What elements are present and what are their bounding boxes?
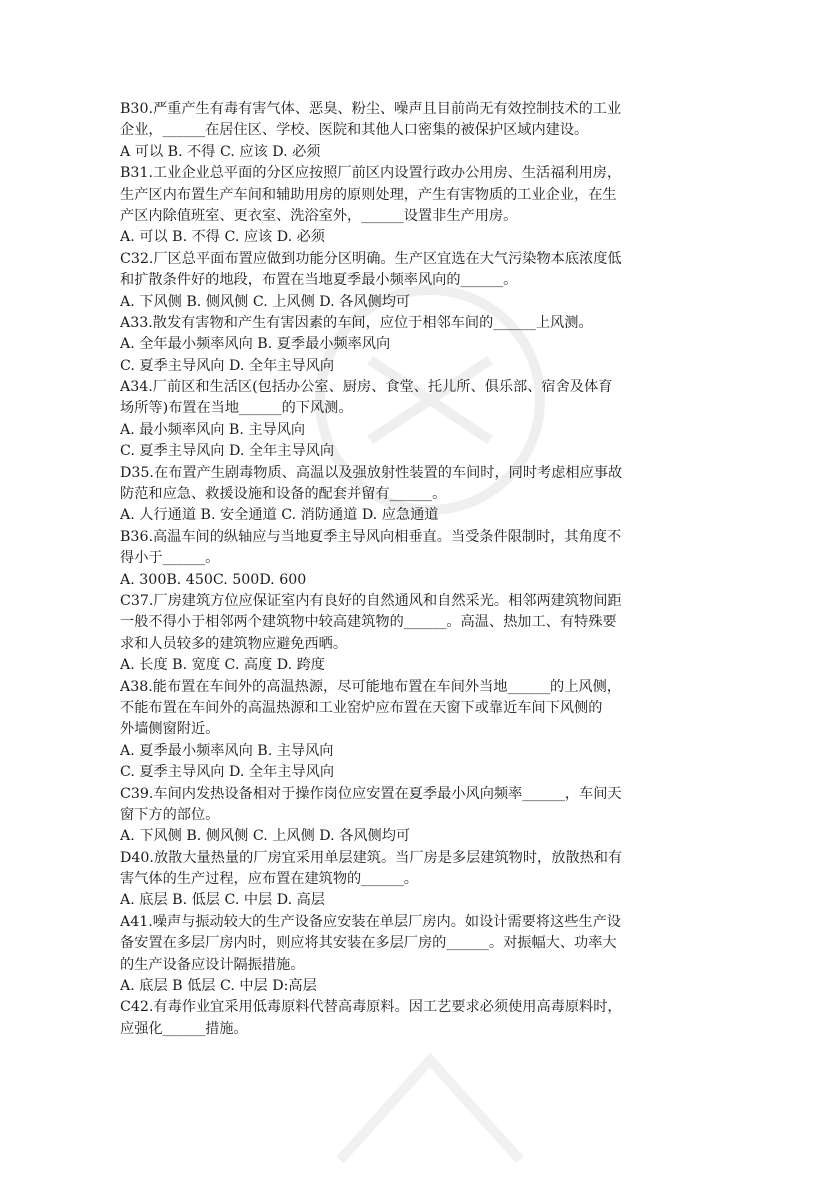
text-line: D35.在布置产生剧毒物质、高温以及强放射性装置的车间时，同时考虑相应事故 [120,464,623,481]
watermark-logo-bottom [300,1020,560,1180]
text-line: A. 可以 B. 不得 C. 应该 D. 必须 [120,229,325,246]
text-line: 备安置在多层厂房内时，则应将其安装在多层厂房的______。对振幅大、功率大 [120,935,617,952]
text-line: C42.有毒作业宜采用低毒原料代替高毒原料。因工艺要求必须使用高毒原料时， [120,999,622,1016]
text-line: A. 下风侧 B. 侧风侧 C. 上风侧 D. 各风侧均可 [120,828,411,845]
text-line: B36.高温车间的纵轴应与当地夏季主导风向相垂直。当受条件限制时，其角度不 [120,528,622,545]
text-line: A41.噪声与振动较大的生产设备应安装在单层厂房内。如设计需要将这些生产设 [120,913,621,930]
text-line: B31.工业企业总平面的分区应按照厂前区内设置行政办公用房、生活福利用房， [120,165,622,182]
text-line: 产区内除值班室、更衣室、洗浴室外，______设置非生产用房。 [120,207,518,224]
text-line: D40.放散大量热量的厂房宜采用单层建筑。当厂房是多层建筑物时，放散热和有 [120,849,623,866]
text-line: 和扩散条件好的地段，布置在当地夏季最小频率风向的______。 [120,272,518,289]
text-line: 生产区内布置生产车间和辅助用房的原则处理，产生有害物质的工业企业，在生 [120,186,617,203]
text-line: 外墙侧窗附近。 [120,721,220,738]
text-line: A. 夏季最小频率风向 B. 主导风向 [120,742,334,759]
text-line: C. 夏季主导风向 D. 全年主导风向 [120,357,335,374]
text-line: A34.厂前区和生活区(包括办公室、厨房、食堂、托儿所、俱乐部、宿舍及体育 [120,379,613,396]
text-line: 害气体的生产过程，应布置在建筑物的______。 [120,871,418,888]
text-line: A. 长度 B. 宽度 C. 高度 D. 跨度 [120,657,325,674]
text-line: 求和人员较多的建筑物应避免西晒。 [120,635,348,652]
text-line: 窗下方的部位。 [120,806,220,823]
text-line: B30.严重产生有毒有害气体、恶臭、粉尘、噪声且目前尚无有效控制技术的工业 [120,101,622,117]
text-line: A 可以 B. 不得 C. 应该 D. 必须 [120,143,321,160]
text-line: C37.厂房建筑方位应保证室内有良好的自然通风和自然采光。相邻两建筑物间距 [120,592,622,609]
text-line: A. 人行通道 B. 安全通道 C. 消防通道 D. 应急通道 [120,507,439,524]
text-line: A33.散发有害物和产生有害因素的车间，应位于相邻车间的______上风测。 [120,314,593,331]
text-line: A38.能布置在车间外的高温热源，尽可能地布置在车间外当地______的上风侧， [120,678,621,695]
document-body [120,99,720,1040]
text-line: C32.厂区总平面布置应做到功能分区明确。生产区宜选在大气污染物本底浓度低 [120,250,622,267]
text-line: 企业，______在居住区、学校、医院和其他人口密集的被保护区域内建设。 [120,122,589,139]
text-line: 防范和应急、救援设施和设备的配套并留有______。 [120,486,447,503]
text-line: 一般不得小于相邻两个建筑物中较高建筑物的______。高温、热加工、有特殊要 [120,614,617,631]
text-line: A. 底层 B 低层 C. 中层 D:高层 [120,978,317,995]
text-line: C. 夏季主导风向 D. 全年主导风向 [120,764,335,781]
text-line: A. 底层 B. 低层 C. 中层 D. 高层 [120,892,325,909]
text-line: 场所等)布置在当地______的下风测。 [120,400,353,417]
text-line: 的生产设备应设计隔振措施。 [120,956,305,973]
text-line: A. 全年最小频率风向 B. 夏季最小频率风向 [120,336,391,353]
text-line: A. 300B. 450C. 500D. 600 [120,571,307,588]
text-line: A. 最小频率风向 B. 主导风向 [120,421,306,438]
text-line: A. 下风侧 B. 侧风侧 C. 上风侧 D. 各风侧均可 [120,293,411,310]
text-line: C. 夏季主导风向 D. 全年主导风向 [120,443,335,460]
text-line: 应强化______措施。 [120,1020,248,1037]
text-line: 不能布置在车间外的高温热源和工业窑炉应布置在天窗下或靠近车间下风侧的 [120,699,603,716]
text-line: 得小于______。 [120,550,220,567]
text-line: C39.车间内发热设备相对于操作岗位应安置在夏季最小风向频率______，车间天 [120,785,622,802]
